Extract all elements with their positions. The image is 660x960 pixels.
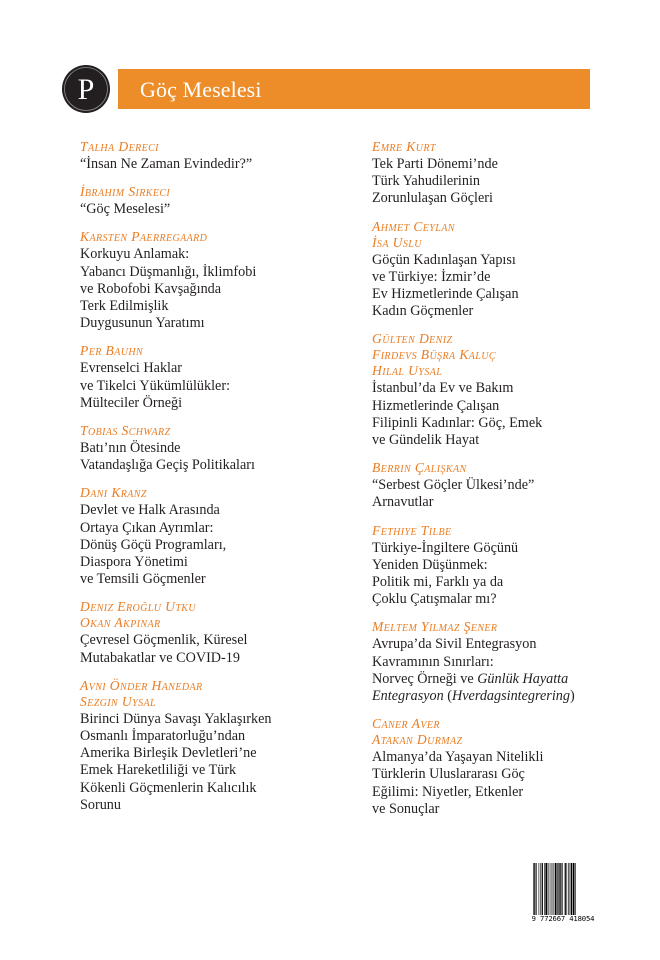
entry-title: “Serbest Göçler Ülkesi’nde” Arnavutlar: [372, 477, 535, 511]
toc-entry[interactable]: [80, 229, 320, 332]
toc-entry[interactable]: [80, 599, 320, 666]
toc-entry[interactable]: [372, 219, 612, 321]
entry-title: Türkiye-İngiltere Göçünü Yeniden Düşünmek: Politik mi, Farklı ya da Çoklu Çatışmalar mı?: [372, 539, 519, 608]
barcode-number: 9 772667 418054: [531, 914, 595, 923]
entry-author: Fethiye Tilbe: [372, 522, 452, 538]
entry-author: Talha Dereci: [80, 139, 159, 154]
entry-title: Çevresel Göçmenlik, Küresel Mutabakatlar ve COVID-19: [80, 632, 248, 666]
entry-title: İstanbul’da Ev ve Bakım Hizmetlerinde Çalışan Filipinli Kadınlar: Göç, Emek ve Gündelik Hayat: [372, 380, 543, 449]
entry-author: İbrahim Sirkeci: [80, 184, 171, 200]
logo-letter: P: [77, 73, 95, 106]
entry-title: Korkuyu Anlamak: Yabancı Düşmanlığı, İklimfobi ve Robofobi Kavşağında Terk Edilmişlik Duygusunun Yaratımı: [80, 246, 257, 332]
toc-entry[interactable]: [372, 460, 612, 511]
barcode-bars: [533, 863, 594, 915]
toc-entry[interactable]: [372, 523, 612, 609]
toc-entry[interactable]: [80, 423, 320, 474]
entry-author: Gülten Deniz: [372, 331, 453, 347]
section-title: Göç Meselesi: [140, 77, 262, 102]
entry-author: Caner Aver: [372, 716, 440, 732]
entry-title: “İnsan Ne Zaman Evindedir?”: [80, 156, 253, 172]
toc-entry[interactable]: [372, 716, 612, 818]
publisher-logo: [61, 64, 111, 114]
toc-entry[interactable]: [372, 139, 612, 208]
entry-title: Devlet ve Halk Arasında Ortaya Çıkan Ayrımlar: Dönüş Göçü Programları, Diaspora Yönetimi ve Temsili Göçmenler: [80, 502, 227, 588]
entry-author: Avni Önder Hanedar: [80, 677, 203, 693]
entry-title: “Göç Meselesi”: [80, 201, 171, 218]
entry-title: Almanya’da Yaşayan Nitelikli Türklerin Uluslararası Göç Eğilimi: Niyetler, Etkenler ve Sonuçlar: [372, 749, 544, 817]
toc-entry[interactable]: [80, 343, 320, 412]
contents-right-column: [372, 139, 612, 829]
entry-author: Ahmet Ceylan: [372, 218, 455, 234]
entry-title: Tek Parti Dönemi’nde Türk Yahudilerinin Zorunlulaşan Göçleri: [372, 156, 498, 207]
entry-author: Hilal Uysal: [372, 363, 443, 379]
entry-author: Okan Akpınar: [80, 615, 161, 631]
entry-title: Birinci Dünya Savaşı Yaklaşırken Osmanlı İmparatorluğu’ndan Amerika Birleşik Devletleri’ne Emek Hareketliliği ve Türk Kökenli Göçmenlerin Kalıcılık Sorunu: [80, 710, 272, 813]
header-band: [118, 69, 590, 109]
entry-author: Firdevs Büşra Kaluç: [372, 347, 496, 363]
entry-author: Karsten Paerregaard: [80, 229, 208, 245]
entry-title: Batı’nın Ötesinde Vatandaşlığa Geçiş Politikaları: [80, 440, 255, 474]
entry-title: Avrupa’da Sivil Entegrasyon Kavramının Sınırları: Norveç Örneği ve Günlük Hayatta Entegrasyon (Hverdagsintegrering): [372, 636, 575, 705]
entry-author: Dani Kranz: [80, 485, 147, 501]
toc-entry[interactable]: [80, 139, 320, 173]
entry-author: Tobias Schwarz: [80, 423, 171, 439]
entry-author: Deniz Eroğlu Utku: [80, 599, 196, 615]
entry-title: Evrenselci Haklar ve Tikelci Yükümlülükler: Mülteciler Örneği: [80, 360, 231, 411]
entry-author: Sezgin Uysal: [80, 693, 156, 709]
toc-entry[interactable]: [372, 619, 612, 705]
entry-author: Per Bauhn: [80, 343, 144, 359]
contents-left-column: [80, 139, 320, 825]
entry-author: Emre Kurt: [372, 139, 436, 154]
entry-author: Atakan Durmaz: [372, 732, 463, 748]
toc-entry[interactable]: [80, 678, 320, 814]
entry-author: İsa Uslu: [372, 234, 422, 250]
entry-author: Meltem Yılmaz Şener: [372, 619, 498, 635]
entry-title: Göçün Kadınlaşan Yapısı ve Türkiye: İzmir’de Ev Hizmetlerinde Çalışan Kadın Göçmenler: [372, 251, 519, 320]
toc-entry[interactable]: [372, 331, 612, 449]
entry-author: Berrin Çalışkan: [372, 460, 467, 476]
toc-entry[interactable]: [80, 184, 320, 218]
toc-entry[interactable]: [80, 485, 320, 588]
